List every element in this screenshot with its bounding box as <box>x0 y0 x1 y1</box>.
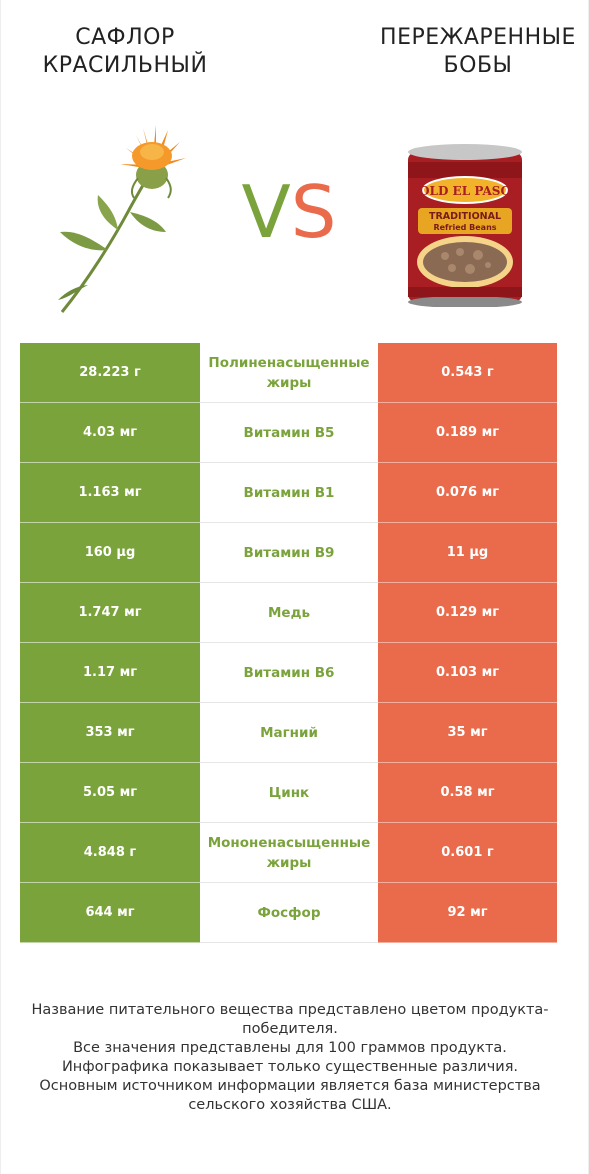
nutrient-label: Витамин B6 <box>243 664 335 681</box>
nutrient-label: Медь <box>267 604 311 621</box>
nutrient-label: Фосфор <box>257 904 321 921</box>
vs-s: S <box>290 170 337 254</box>
nutrient-name <box>200 823 378 883</box>
nutrient-name <box>200 403 378 463</box>
right-value: 0.58 мг <box>378 763 557 823</box>
table-row <box>20 583 557 643</box>
nutrient-label: Полиненасыщенные жиры <box>208 354 370 391</box>
can-traditional-text: TRADITIONAL <box>428 211 502 222</box>
nutrient-name <box>200 763 378 823</box>
right-value: 0.129 мг <box>378 583 557 643</box>
nutrient-name <box>200 463 378 523</box>
right-title-line2: БОБЫ <box>443 53 513 78</box>
can-refried-text: Refried Beans <box>433 223 497 232</box>
left-value: 1.747 мг <box>20 583 200 643</box>
right-value: 35 мг <box>378 703 557 763</box>
table-row <box>20 523 557 583</box>
table-row <box>20 763 557 823</box>
right-value: 92 мг <box>378 883 557 943</box>
right-value: 0.601 г <box>378 823 557 883</box>
left-product-title <box>25 24 225 80</box>
table-row <box>20 403 557 463</box>
right-value: 0.189 мг <box>378 403 557 463</box>
table-row <box>20 823 557 883</box>
safflower-image <box>48 120 198 320</box>
table-row <box>20 343 557 403</box>
table-row <box>20 703 557 763</box>
left-value: 5.05 мг <box>20 763 200 823</box>
vs-label <box>224 162 354 262</box>
left-value: 353 мг <box>20 703 200 763</box>
nutrient-label: Витамин B9 <box>243 544 335 561</box>
refried-beans-image <box>400 142 530 307</box>
nutrient-label: Витамин B1 <box>243 484 335 501</box>
footer-line-source: Основным источником информации является база министерства сельского хозяйства США. <box>39 1078 541 1113</box>
footer-notes <box>20 1001 560 1115</box>
left-title-line1: САФЛОР <box>75 25 175 50</box>
table-row <box>20 883 557 943</box>
right-value: 0.076 мг <box>378 463 557 523</box>
nutrient-name <box>200 343 378 403</box>
footer-line-per-100g: Все значения представлены для 100 граммов продукта. <box>73 1040 507 1056</box>
right-value: 11 µg <box>378 523 557 583</box>
nutrient-name <box>200 883 378 943</box>
nutrient-name <box>200 703 378 763</box>
left-value: 1.163 мг <box>20 463 200 523</box>
left-value: 28.223 г <box>20 343 200 403</box>
table-row <box>20 643 557 703</box>
footer-line-winner-color: Название питательного вещества представлено цветом продукта-победителя. <box>31 1002 549 1037</box>
vs-v: V <box>241 170 291 254</box>
comparison-table <box>20 343 557 943</box>
footer-line-significant: Инфографика показывает только существенные различия. <box>61 1059 519 1075</box>
table-row <box>20 463 557 523</box>
right-value: 0.543 г <box>378 343 557 403</box>
left-title-line2: КРАСИЛЬНЫЙ <box>42 53 208 78</box>
left-value: 4.848 г <box>20 823 200 883</box>
nutrient-name <box>200 583 378 643</box>
nutrient-label: Цинк <box>268 784 310 801</box>
nutrient-name <box>200 643 378 703</box>
left-value: 4.03 мг <box>20 403 200 463</box>
nutrient-name <box>200 523 378 583</box>
left-value: 1.17 мг <box>20 643 200 703</box>
nutrient-label: Витамин B5 <box>243 424 335 441</box>
nutrient-label: Мононенасыщенные жиры <box>207 834 371 871</box>
right-value: 0.103 мг <box>378 643 557 703</box>
left-border <box>0 0 1 1174</box>
can-brand-text: OLD EL PASO <box>419 184 511 198</box>
nutrient-label: Магний <box>260 724 318 741</box>
right-product-title <box>378 24 578 80</box>
right-title-line1: ПЕРЕЖАРЕННЫЕ <box>380 25 576 50</box>
left-value: 644 мг <box>20 883 200 943</box>
left-value: 160 µg <box>20 523 200 583</box>
